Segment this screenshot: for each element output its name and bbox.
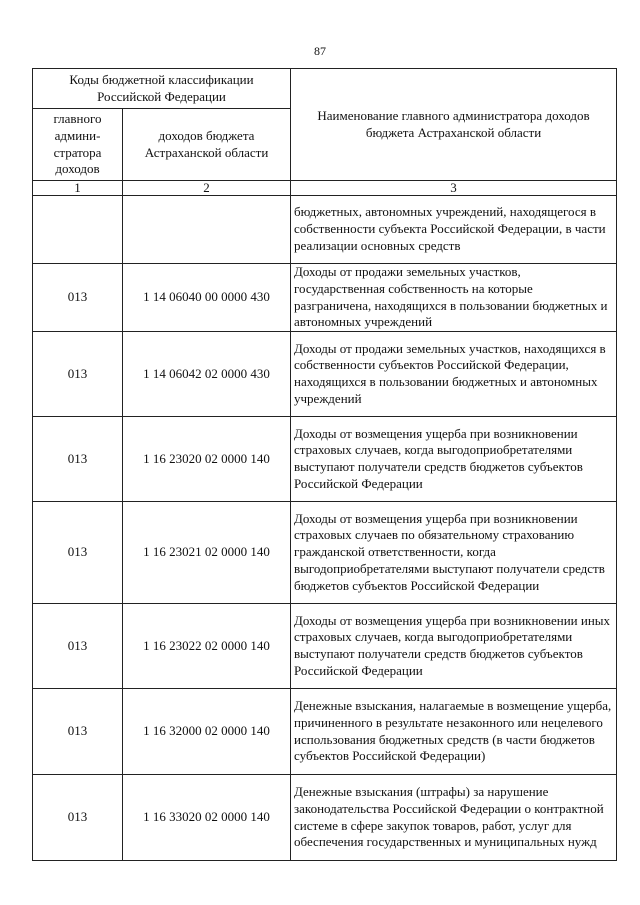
- table-row: [33, 604, 617, 689]
- header-group-codes: Коды бюджетной классификации Российской Федерации: [33, 69, 291, 109]
- admin-code-cell: 013: [33, 417, 123, 502]
- budget-classification-table: [32, 68, 617, 861]
- income-code-cell: [123, 196, 291, 264]
- page-number: 87: [314, 44, 326, 58]
- income-name-cell: Доходы от возмещения ущерба при возникновении страховых случаев по обязательному страхованию гражданской ответственности, когда выгодоприобретателями выступают получатели средств бюджетов субъектов Российской Федерации: [291, 502, 617, 604]
- income-name-cell: Денежные взыскания, налагаемые в возмещение ущерба, причиненного в результате незаконного или нецелевого использования бюджетных средств (в части бюджетов субъектов Российской Федерации): [291, 689, 617, 775]
- income-name-cell: бюджетных, автономных учреждений, находящегося в собственности субъекта Российской Федерации, в части реализации основных средств: [291, 196, 617, 264]
- table-row: [33, 264, 617, 332]
- income-code-cell: 1 16 32000 02 0000 140: [123, 689, 291, 775]
- income-code-cell: 1 16 23022 02 0000 140: [123, 604, 291, 689]
- col-number-1: 1: [33, 181, 123, 196]
- admin-code-cell: 013: [33, 264, 123, 332]
- admin-code-cell: [33, 196, 123, 264]
- admin-code-cell: 013: [33, 775, 123, 861]
- income-code-cell: 1 16 23021 02 0000 140: [123, 502, 291, 604]
- admin-code-cell: 013: [33, 604, 123, 689]
- income-name-cell: Доходы от возмещения ущерба при возникновении иных страховых случаев, когда выгодоприобретателями выступают получатели средств бюджетов субъектов Российской Федерации: [291, 604, 617, 689]
- income-code-cell: 1 16 33020 02 0000 140: [123, 775, 291, 861]
- table-row: [33, 332, 617, 417]
- income-code-cell: 1 14 06040 00 0000 430: [123, 264, 291, 332]
- table-row: [33, 196, 617, 264]
- col-number-2: 2: [123, 181, 291, 196]
- income-name-cell: Доходы от продажи земельных участков, находящихся в собственности субъектов Российской Федерации, находящихся в пользовании бюджетных и автономных учреждений: [291, 332, 617, 417]
- table-row: [33, 689, 617, 775]
- admin-code-cell: 013: [33, 689, 123, 775]
- table-row: [33, 775, 617, 861]
- income-code-cell: 1 16 23020 02 0000 140: [123, 417, 291, 502]
- header-col1-admin: главного админи-стратора доходов: [33, 109, 123, 181]
- income-code-cell: 1 14 06042 02 0000 430: [123, 332, 291, 417]
- header-col2-income: доходов бюджета Астраханской области: [123, 109, 291, 181]
- col-number-3: 3: [291, 181, 617, 196]
- admin-code-cell: 013: [33, 502, 123, 604]
- income-name-cell: Денежные взыскания (штрафы) за нарушение законодательства Российской Федерации о контрактной системе в сфере закупок товаров, работ, услуг для обеспечения государственных и муниципальных нужд: [291, 775, 617, 861]
- income-name-cell: Доходы от возмещения ущерба при возникновении страховых случаев, когда выгодоприобретателями выступают получатели средств бюджетов субъектов Российской Федерации: [291, 417, 617, 502]
- table-row: [33, 502, 617, 604]
- header-col3-name: Наименование главного администратора доходов бюджета Астраханской области: [291, 69, 617, 181]
- income-name-cell: Доходы от продажи земельных участков, государственная собственность на которые разграничена, находящихся в пользовании бюджетных и автономных учреждений: [291, 264, 617, 332]
- table-row: [33, 417, 617, 502]
- admin-code-cell: 013: [33, 332, 123, 417]
